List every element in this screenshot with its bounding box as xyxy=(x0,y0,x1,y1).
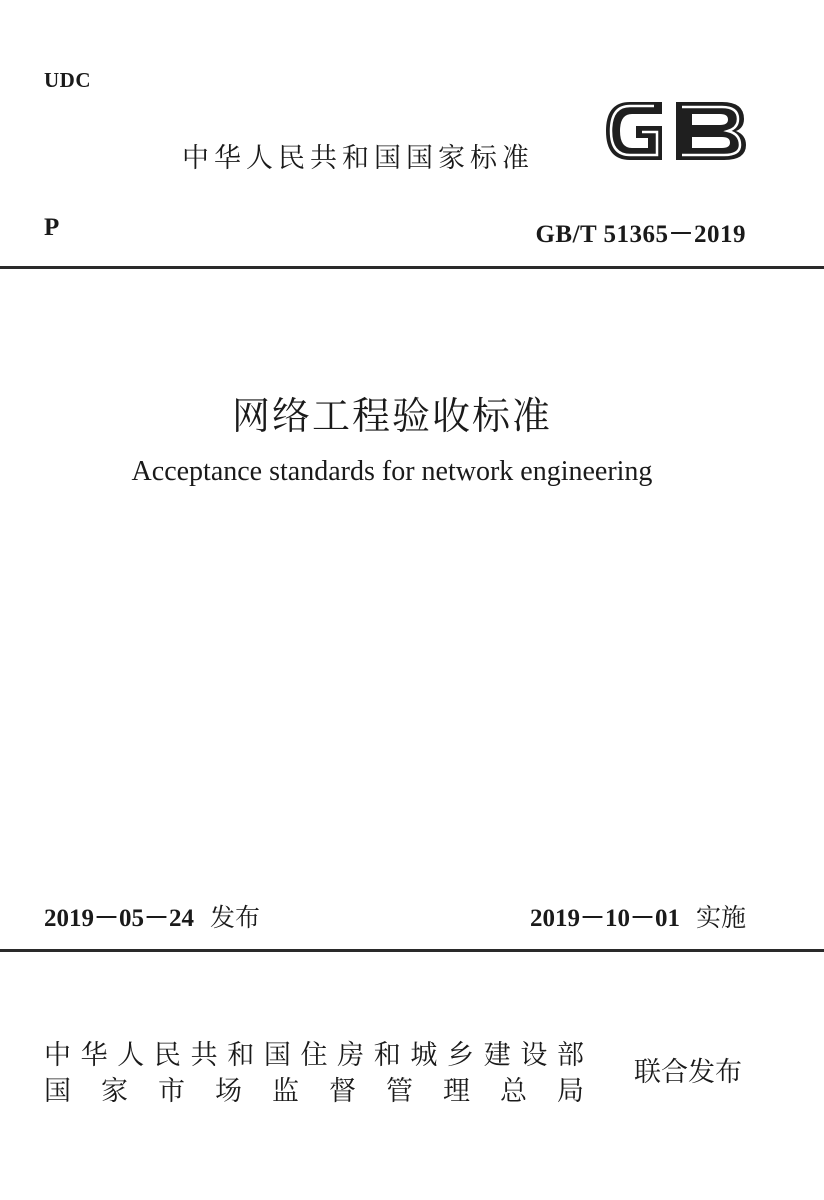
publisher-char: 建 xyxy=(483,1040,511,1071)
national-standard-label: 中华人民共和国国家标准 xyxy=(182,143,534,174)
publisher-char: 家 xyxy=(101,1076,128,1107)
publisher-char: 房 xyxy=(337,1040,365,1071)
publisher-line-1 xyxy=(44,1033,584,1072)
publisher-char: 共 xyxy=(190,1040,218,1071)
title-english: Acceptance standards for network engineering xyxy=(131,456,653,487)
publisher-char: 场 xyxy=(215,1076,242,1107)
publisher-char: 人 xyxy=(117,1040,145,1071)
publisher-char: 中 xyxy=(44,1040,71,1071)
publisher-char: 部 xyxy=(556,1040,584,1071)
implementation-label: 实施 xyxy=(695,903,746,932)
publisher-char: 设 xyxy=(520,1040,548,1071)
publisher-char: 监 xyxy=(272,1076,299,1107)
standard-number: GB/T 51365－2019 xyxy=(535,221,746,248)
issue-label: 发布 xyxy=(210,903,261,932)
publisher-char: 乡 xyxy=(447,1040,475,1071)
publisher-char: 和 xyxy=(227,1040,255,1071)
top-divider xyxy=(0,266,824,269)
issue-date-row xyxy=(44,898,260,934)
publisher-char: 局 xyxy=(557,1076,584,1107)
publisher-char: 市 xyxy=(158,1076,185,1107)
gb-logo-icon xyxy=(600,92,752,170)
publisher-char: 总 xyxy=(500,1076,527,1107)
publisher-char: 管 xyxy=(386,1076,413,1107)
publisher-char: 华 xyxy=(80,1040,108,1071)
publisher-char: 理 xyxy=(443,1076,470,1107)
publisher-char: 国 xyxy=(44,1076,71,1107)
udc-label: UDC xyxy=(44,68,91,92)
implementation-date-row xyxy=(530,898,746,934)
publisher-char: 国 xyxy=(263,1040,291,1071)
bottom-divider xyxy=(0,949,824,952)
joint-publish-label: 联合发布 xyxy=(634,1057,742,1088)
publisher-char: 住 xyxy=(300,1040,328,1071)
issue-date: 2019－05－24 xyxy=(44,905,195,932)
publisher-line-2 xyxy=(44,1069,584,1108)
implementation-date: 2019－10－01 xyxy=(529,905,680,932)
publisher-char: 民 xyxy=(153,1040,181,1071)
publisher-char: 督 xyxy=(329,1076,356,1107)
title-chinese: 网络工程验收标准 xyxy=(231,394,552,438)
category-code: P xyxy=(44,214,60,241)
publisher-char: 和 xyxy=(373,1040,401,1071)
publisher-char: 城 xyxy=(410,1040,438,1071)
